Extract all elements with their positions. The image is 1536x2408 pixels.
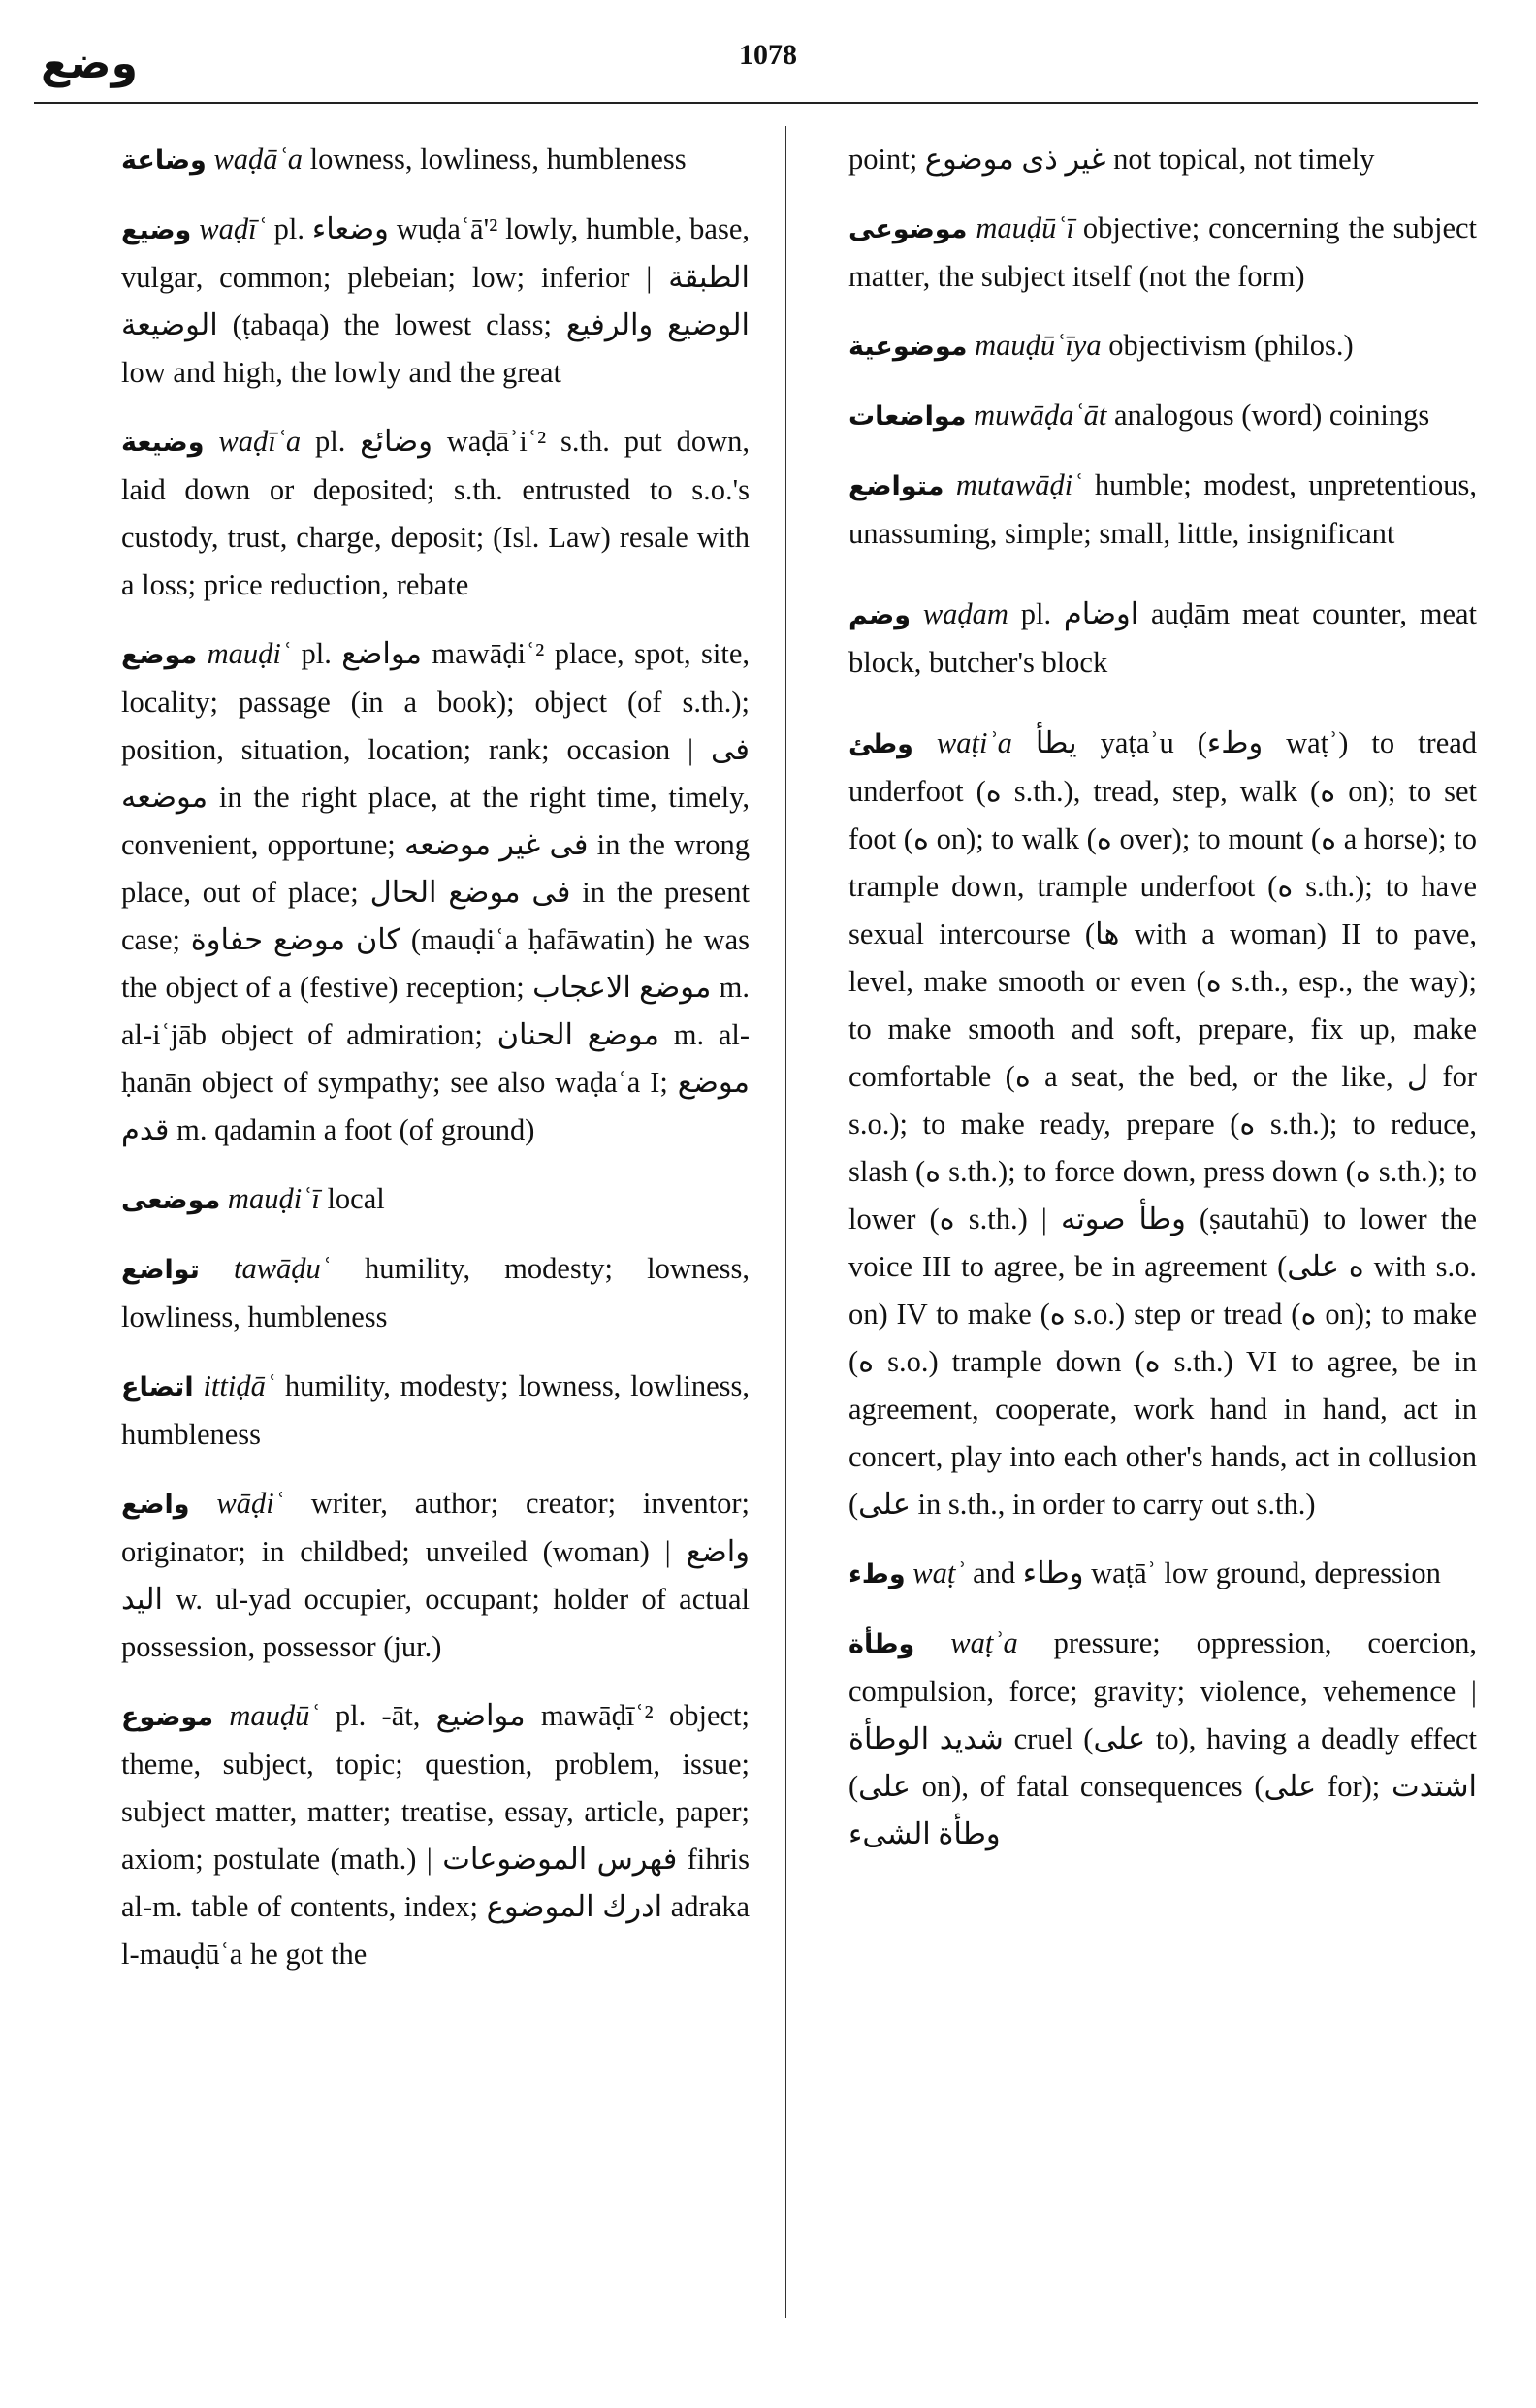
entry-transliteration: waṭʾa: [950, 1626, 1018, 1659]
dictionary-entry: [121, 1480, 750, 1671]
dictionary-entry: [848, 136, 1477, 183]
page-header: [0, 0, 1536, 107]
entry-transliteration: mauḍūʿ: [229, 1699, 320, 1732]
dictionary-entry: [848, 322, 1477, 370]
entry-arabic-headword: تواضع: [121, 1255, 200, 1285]
entry-definition: objective; concerning the subject matter, the subject itself (not the form): [848, 211, 1478, 293]
dictionary-entry: [121, 206, 750, 397]
dictionary-entry: [848, 205, 1477, 301]
running-head: وضع: [41, 39, 138, 88]
entry-arabic-headword: واضع: [121, 1490, 190, 1520]
dictionary-entry: [121, 418, 750, 609]
entry-arabic-headword: وضيعة: [121, 428, 205, 458]
entry-arabic-headword: مواضعات: [848, 401, 967, 432]
dictionary-entry: [121, 1692, 750, 1978]
dictionary-entry: [121, 630, 750, 1154]
entry-arabic-headword: موضوع: [121, 1702, 214, 1732]
entry-transliteration: muwāḍaʿāt: [974, 399, 1107, 432]
dictionary-entry: [121, 136, 750, 184]
dictionary-entry: [848, 392, 1477, 440]
dictionary-entry: [121, 1363, 750, 1459]
entry-arabic-headword: وطأة: [848, 1629, 915, 1659]
entry-transliteration: wāḍiʿ: [216, 1487, 284, 1520]
entry-arabic-headword: وضيع: [121, 215, 192, 245]
entry-definition: pressure; oppression, coercion, compulsion, force; gravity; violence, vehemence | شديد الوطأة cruel (على to), having a deadly effect (على on), of fatal consequences (على for); اشتدت وطأة الشىء: [848, 1626, 1478, 1850]
right-column: [848, 136, 1477, 1879]
entry-transliteration: tawāḍuʿ: [233, 1252, 331, 1285]
entry-arabic-headword: وطء: [848, 1559, 906, 1589]
entry-definition: lowness, lowliness, humbleness: [302, 143, 687, 176]
entry-arabic-headword: موضع: [121, 640, 198, 670]
entry-arabic-headword: متواضع: [848, 471, 944, 501]
column-divider: [785, 126, 786, 2318]
entry-definition: objectivism (philos.): [1101, 329, 1354, 362]
entry-definition: humility, modesty; lowness, lowliness, humbleness: [121, 1369, 751, 1451]
dictionary-entry: [121, 1175, 750, 1224]
entry-transliteration: mauḍiʿ: [207, 637, 292, 670]
entry-arabic-headword: اتضاع: [121, 1372, 194, 1402]
entry-arabic-headword: موضوعى: [848, 214, 968, 244]
entry-arabic-headword: وضم: [848, 600, 912, 630]
entry-transliteration: mauḍūʿīya: [975, 329, 1102, 362]
entry-transliteration: waḍīʿa: [218, 425, 302, 458]
entry-transliteration: mauḍūʿī: [976, 211, 1075, 244]
entry-definition: pl. -āt, مواضيع mawāḍīʿ² object; theme, subject, topic; question, problem, issue; subject matter, matter; treatise, essay, article, paper; axiom; postulate (math.) | فهرس الموضوعات fihris al-m. table of contents, index; ادرك الموضوع adraka l-mauḍūʿa he got the: [121, 1699, 751, 1971]
page-number: 1078: [739, 39, 797, 71]
entry-definition: local: [319, 1182, 385, 1215]
entry-definition: humble; modest, unpretentious, unassuming, simple; small, little, insignificant: [848, 468, 1478, 550]
entry-transliteration: waḍīʿ: [199, 212, 267, 245]
entry-definition: pl. مواضع mawāḍiʿ² place, spot, site, locality; passage (in a book); object (of s.th.); position, situation, location; rank; occasion | فى موضعه in the right place, at the right time, timely, convenient, opportune; فى غير موضعه in the wrong place, out of place; فى موضع الحال in the present case; كان موضع حفاوة (mauḍiʿa ḥafāwatin) he was the object of a (festive) reception; موضع الاعجاب m. al-iʿjāb object of admiration; موضع الحنان m. al-ḥanān object of sympathy; see also waḍaʿa I; موضع قدم m. qadamin a foot (of ground): [121, 637, 751, 1146]
entry-transliteration: mutawāḍiʿ: [955, 468, 1083, 501]
entry-definition: analogous (word) coinings: [1106, 399, 1430, 432]
entry-arabic-headword: وطئ: [848, 729, 913, 759]
dictionary-entry: [848, 462, 1477, 558]
header-rule: [34, 102, 1478, 104]
entry-definition: pl. اوضام auḍām meat counter, meat block, butcher's block: [848, 597, 1478, 679]
entry-definition: humility, modesty; lowness, lowliness, humbleness: [121, 1252, 751, 1333]
entry-arabic-headword: موضعى: [121, 1185, 221, 1215]
entry-arabic-headword: وضاعة: [121, 145, 207, 176]
dictionary-entry: [848, 591, 1477, 687]
dictionary-entry: [848, 720, 1477, 1528]
entry-transliteration: waṭʾ: [912, 1557, 966, 1589]
entry-transliteration: ittiḍāʿ: [203, 1369, 276, 1402]
entry-arabic-headword: موضوعية: [848, 332, 968, 362]
entry-definition: pl. وضائع waḍāʾiʿ² s.th. put down, laid down or deposited; s.th. entrusted to s.o.'s custody, trust, charge, deposit; (Isl. Law) resale with a loss; price reduction, rebate: [121, 425, 750, 601]
entry-definition: writer, author; creator; inventor; originator; in childbed; unveiled (woman) | واضع اليد w. ul-yad occupier, occupant; holder of actual possession, possessor (jur.): [121, 1487, 751, 1663]
entry-definition: يطأ yaṭaʾu (وطء waṭʾ) to tread underfoot (ه s.th.), tread, step, walk (ه on); to set foot (ه on); to walk (ه over); to mount (ه a horse); to trample down, trample underfoot (ه s.th.); to have sexual intercourse (ها with a woman) II to pave, level, make smooth or even (ه s.th., esp., the way); to make smooth and soft, prepare, fix up, make comfortable (ه a seat, the bed, or the like, ل for s.o.); to make ready, prepare (ه s.th.); to reduce, slash (ه s.th.); to force down, press down (ه s.th.); to lower (ه s.th.) | وطأ صوته (ṣautahū) to lower the voice III to agree, be in agreement (ه على with s.o. on) IV to make (ه s.o.) step or tread (ه on); to make (ه s.o.) trample down (ه s.th.) VI to agree, be in agreement, cooperate, work hand in hand, act in concert, play into each other's hands, act in collusion (على in s.th., in order to carry out s.th.): [848, 726, 1478, 1521]
dictionary-entry: [121, 1245, 750, 1341]
dictionary-entry: [848, 1620, 1477, 1858]
entry-definition: pl. وضعاء wuḍaʿā'² lowly, humble, base, vulgar, common; plebeian; low; inferior | الطبقة الوضيعة (ṭabaqa) the lowest class; الوضيع والرفيع low and high, the lowly and the great: [121, 212, 750, 389]
entry-transliteration: waḍāʿa: [213, 143, 303, 176]
entry-definition: point; غير ذى موضوع not topical, not timely: [848, 143, 1375, 176]
entry-transliteration: waḍam: [922, 597, 1008, 630]
entry-transliteration: waṭiʾa: [936, 726, 1012, 759]
left-column: [121, 136, 750, 2000]
entry-definition: and وطاء waṭāʾ low ground, depression: [965, 1557, 1441, 1589]
entry-transliteration: mauḍiʿī: [227, 1182, 320, 1215]
dictionary-entry: [848, 1550, 1477, 1598]
